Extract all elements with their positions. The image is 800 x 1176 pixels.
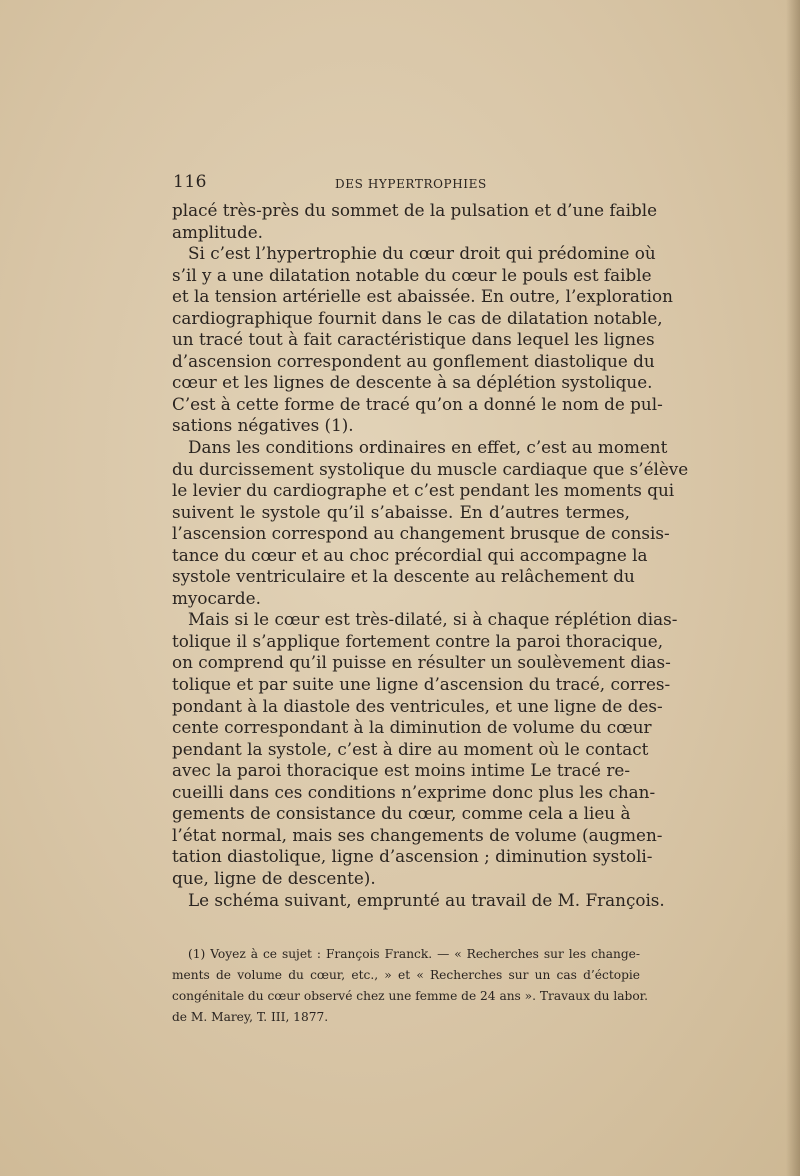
footnote [172,944,649,1028]
text-line: et la tension artérielle est abaissée. En outre, l’exploration [172,286,673,307]
footnote-line: congénitale du cœur observé chez une femme de 24 ans ». Travaux du labor. [172,989,649,1003]
text-line: cueilli dans ces conditions n’exprime donc plus les chan- [172,781,656,802]
text-line: d’ascension correspondent au gonflement diastolique du [172,350,655,371]
text-line: gements de consistance du cœur, comme cela a lieu à [172,803,631,824]
body-text [172,200,689,911]
text-line: cente correspondant à la diminution de volume du cœur [172,717,652,738]
running-title: DES HYPERTROPHIES [335,177,487,191]
footnote-line: (1) Voyez à ce sujet : François Franck. — « Recherches sur les change- [188,947,640,961]
text-line: myocarde. [172,587,261,608]
text-line: on comprend qu’il puisse en résulter un soulèvement dias- [172,652,671,673]
text-line: le levier du cardiographe et c’est pendant les moments qui [172,480,675,501]
footnote-line: ments de volume du cœur, etc., » et « Recherches sur un cas d’éctopie [172,968,640,982]
text-line: pendant la systole, c’est à dire au moment où le contact [172,738,649,759]
text-line: tance du cœur et au choc précordial qui accompagne la [172,544,648,565]
text-line: Mais si le cœur est très-dilaté, si à chaque réplétion dias- [188,609,678,630]
text-line: tolique et par suite une ligne d’ascension du tracé, corres- [172,674,671,695]
text-line: un tracé tout à fait caractéristique dans lequel les lignes [172,329,655,350]
text-line: Le schéma suivant, emprunté au travail de M. François. [188,889,665,910]
text-line: s’il y a une dilatation notable du cœur le pouls est faible [172,264,652,285]
text-line: Si c’est l’hypertrophie du cœur droit qui prédomine où [188,243,656,264]
text-line: systole ventriculaire et la descente au relâchement du [172,566,635,587]
text-line: pondant à la diastole des ventricules, et une ligne de des- [172,695,663,716]
text-line: du durcissement systolique du muscle cardiaque que s’élève [172,458,689,479]
text-line: l’état normal, mais ses changements de volume (augmen- [172,824,663,845]
text-line: avec la paroi thoracique est moins intime Le tracé re- [172,760,630,781]
text-line: sations négatives (1). [172,415,354,436]
text-line: l’ascension correspond au changement brusque de consis- [172,523,670,544]
text-line: tolique il s’applique fortement contre la paroi thoracique, [172,630,664,651]
text-line: placé très-près du sommet de la pulsation et d’une faible [172,200,658,220]
running-head [173,172,643,196]
text-line: cœur et les lignes de descente à sa déplétion systolique. [172,372,653,393]
text-line: tation diastolique, ligne d’ascension ; diminution systoli- [172,846,653,867]
page-number: 116 [173,172,207,192]
text-line: que, ligne de descente). [172,867,376,888]
footnote-line: de M. Marey, T. III, 1877. [172,1010,329,1024]
text-line: suivent le systole qu’il s’abaisse. En d’autres termes, [172,501,630,522]
text-line: C’est à cette forme de tracé qu’on a donné le nom de pul- [172,393,663,414]
text-line: amplitude. [172,221,263,242]
text-line: Dans les conditions ordinaires en effet, c’est au moment [188,437,668,458]
text-line: cardiographique fournit dans le cas de dilatation notable, [172,307,663,328]
